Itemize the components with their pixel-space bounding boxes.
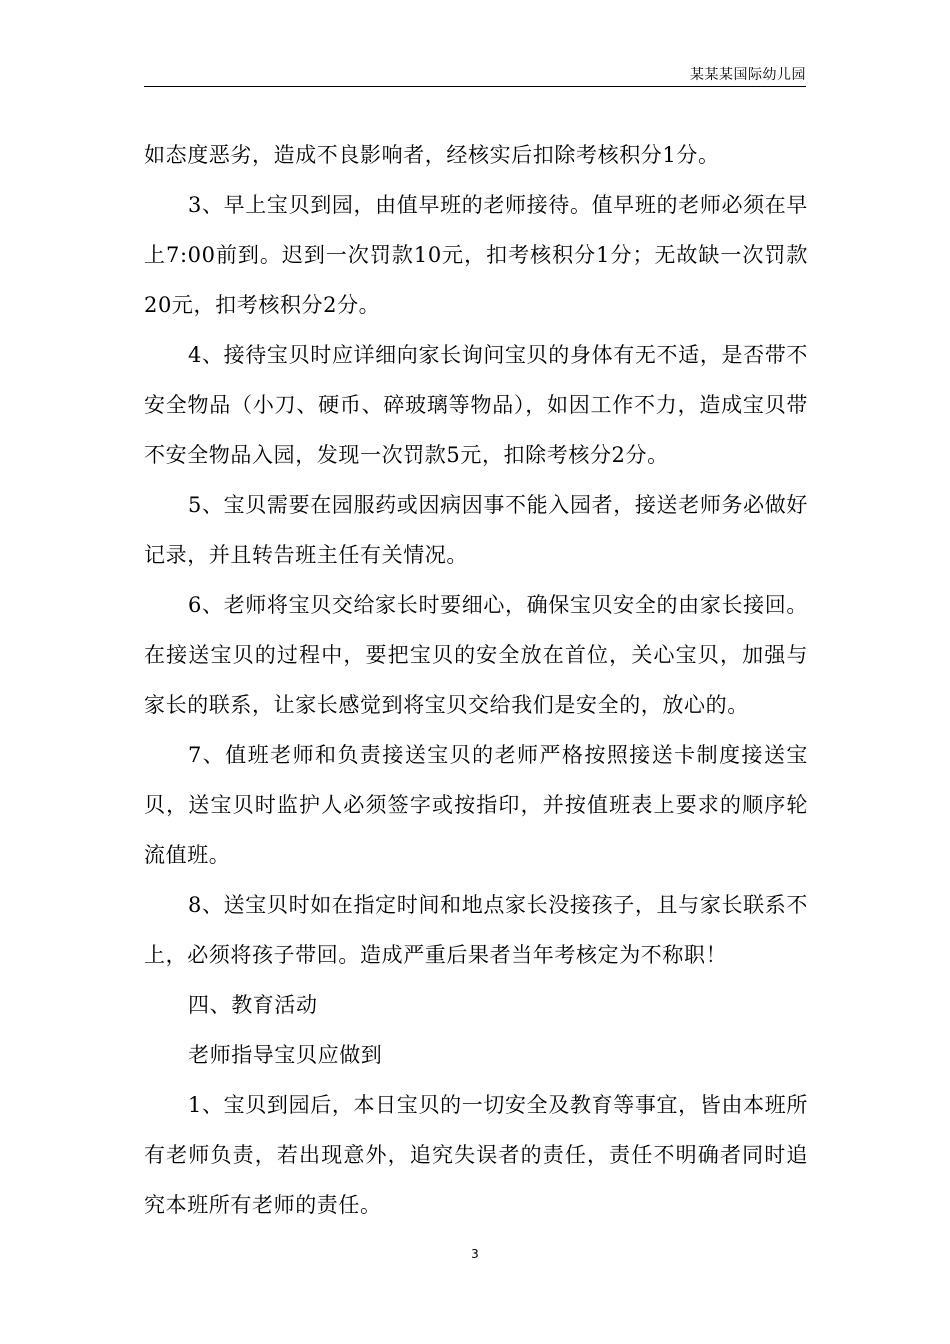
document-body [144, 130, 808, 1230]
paragraph-item-7: 7、值班老师和负责接送宝贝的老师严格按照接送卡制度接送宝贝，送宝贝时监护人必须签字或按指印，并按值班表上要求的顺序轮流值班。 [144, 743, 808, 867]
paragraph-item-6: 6、老师将宝贝交给家长时要细心，确保宝贝安全的由家长接回。在接送宝贝的过程中，要把宝贝的安全放在首位，关心宝贝，加强与家长的联系，让家长感觉到将宝贝交给我们是安全的，放心的。 [144, 593, 808, 717]
header-org-name: 某某某国际幼儿园 [690, 67, 806, 83]
section-heading-education: 四、教育活动 [188, 993, 318, 1017]
paragraph-item-3: 3、早上宝贝到园，由值早班的老师接待。值早班的老师必须在早上7:00前到。迟到一次罚款10元，扣考核积分1分；无故缺一次罚款20元，扣考核积分2分。 [144, 193, 808, 317]
paragraph-item-5: 5、宝贝需要在园服药或因病因事不能入园者，接送老师务必做好记录，并且转告班主任有关情况。 [144, 493, 808, 567]
paragraph-item-4: 4、接待宝贝时应详细向家长询问宝贝的身体有无不适，是否带不安全物品（小刀、硬币、碎玻璃等物品），如因工作不力，造成宝贝带不安全物品入园，发现一次罚款5元，扣除考核分2分。 [144, 343, 808, 467]
header-divider [144, 86, 806, 87]
paragraph-edu-item-1: 1、宝贝到园后，本日宝贝的一切安全及教育等事宜，皆由本班所有老师负责，若出现意外，追究失误者的责任，责任不明确者同时追究本班所有老师的责任。 [144, 1093, 808, 1217]
page-number: 3 [471, 1247, 479, 1261]
paragraph-continuation: 如态度恶劣，造成不良影响者，经核实后扣除考核积分1分。 [144, 143, 720, 167]
paragraph-item-8: 8、送宝贝时如在指定时间和地点家长没接孩子，且与家长联系不上，必须将孩子带回。造成严重后果者当年考核定为不称职！ [144, 893, 808, 967]
subheading-teacher-guidance: 老师指导宝贝应做到 [188, 1043, 383, 1067]
